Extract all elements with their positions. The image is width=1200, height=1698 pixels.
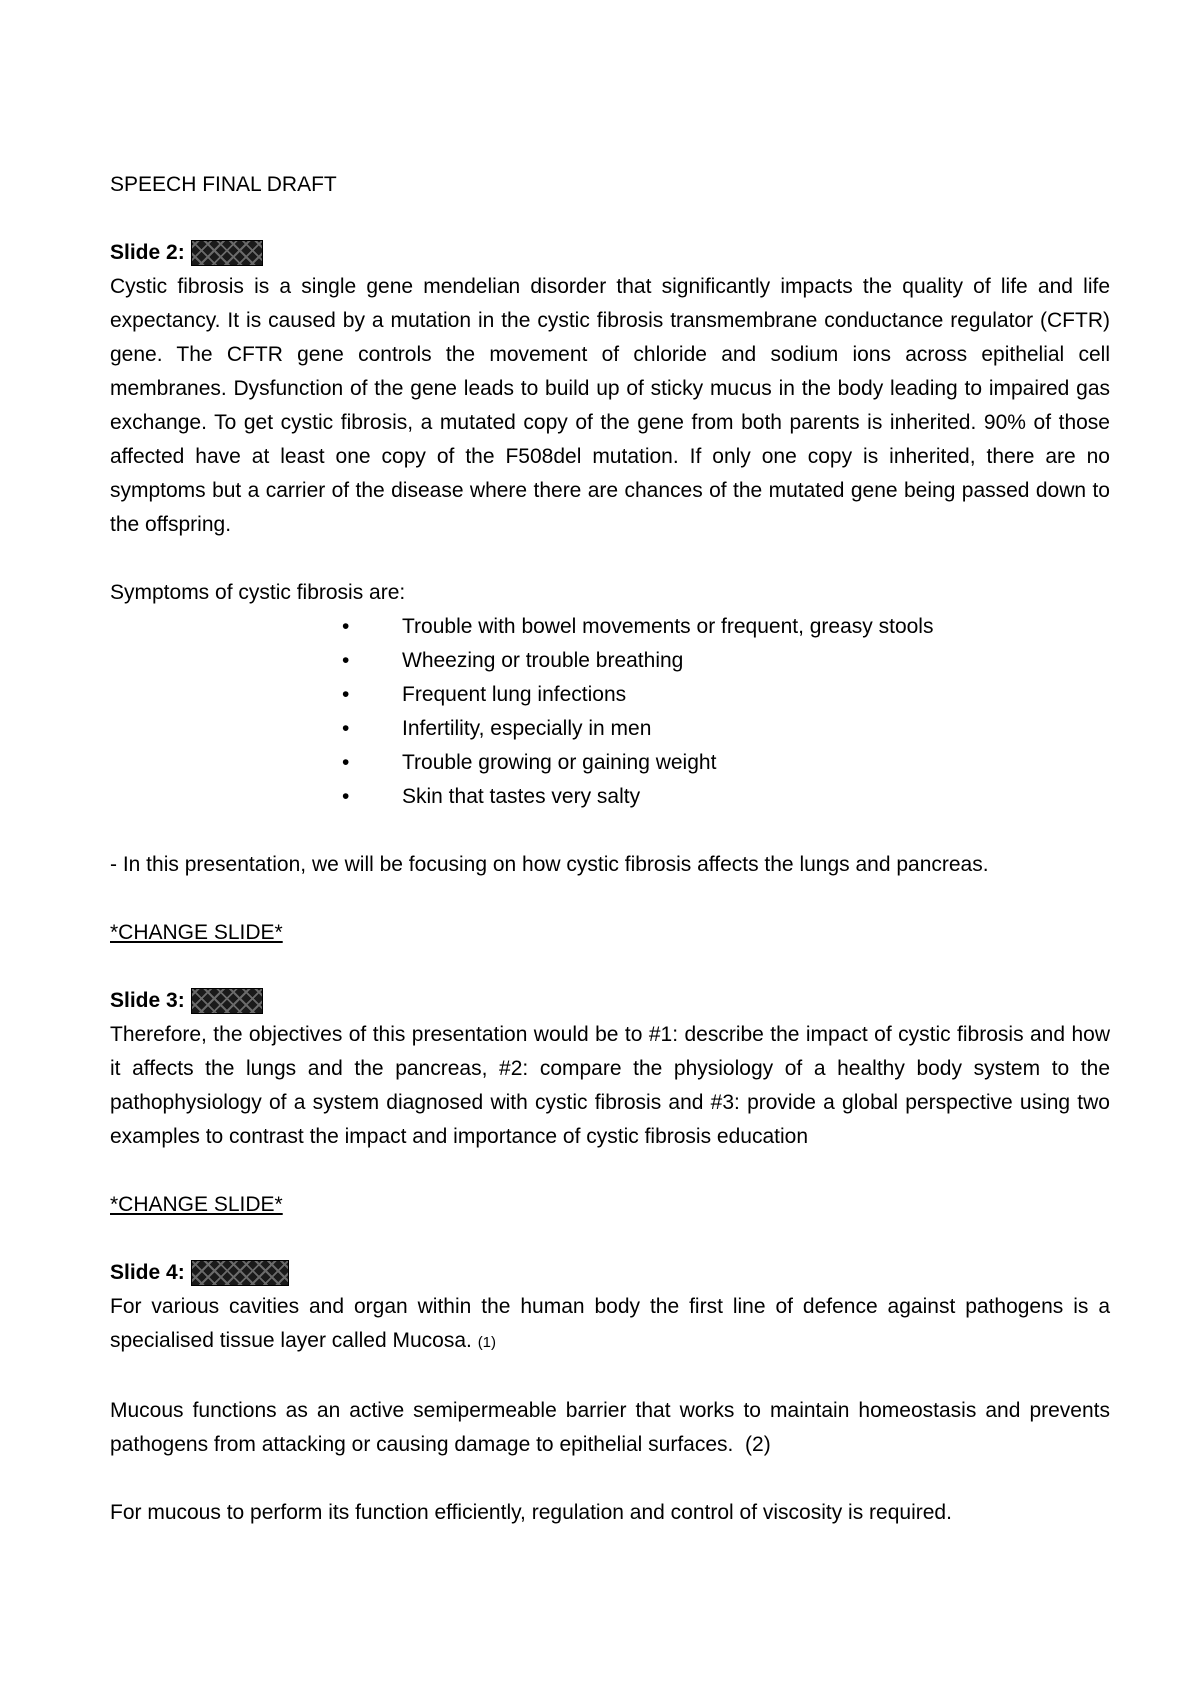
slide-2-heading <box>110 236 1110 270</box>
bullet-icon: • <box>342 717 350 740</box>
change-slide-marker: *CHANGE SLIDE* <box>110 921 283 944</box>
document-page <box>110 168 1110 1530</box>
slide-4-paragraph-1: For various cavities and organ within the human body the first line of defence against pathogens is a specialised tissue layer called Mucosa. (1) <box>110 1295 1110 1352</box>
citation-ref: (2) <box>745 1433 771 1456</box>
slide-4-heading <box>110 1256 1110 1290</box>
slide-3-heading <box>110 984 1110 1018</box>
slide-3-paragraph: Therefore, the objectives of this presentation would be to #1: describe the impact of cystic fibrosis and how it affects the lungs and the pancreas, #2: compare the physiology of a healthy body system to the pathophysiology of a system diagnosed with cystic fibrosis and #3: provide a global perspective using two examples to contrast the impact and importance of cystic fibrosis education <box>110 1023 1110 1148</box>
symptoms-list <box>110 610 1110 814</box>
slide-4-heading-text: Slide 4: <box>110 1261 185 1284</box>
redacted-name-block <box>191 240 263 266</box>
bullet-icon: • <box>342 785 350 808</box>
list-item: • Trouble growing or gaining weight <box>110 746 1110 780</box>
document-title: SPEECH FINAL DRAFT <box>110 173 337 196</box>
bullet-icon: • <box>342 751 350 774</box>
list-item: • Skin that tastes very salty <box>110 780 1110 814</box>
list-item: • Infertility, especially in men <box>110 712 1110 746</box>
list-item: • Frequent lung infections <box>110 678 1110 712</box>
bullet-icon: • <box>342 649 350 672</box>
focus-note: - In this presentation, we will be focusing on how cystic fibrosis affects the lungs and pancreas. <box>110 853 989 876</box>
slide-3-heading-text: Slide 3: <box>110 989 185 1012</box>
slide-4-paragraph-2: Mucous functions as an active semipermeable barrier that works to maintain homeostasis and prevents pathogens from attacking or causing damage to epithelial surfaces. (2) <box>110 1399 1110 1456</box>
redacted-name-block <box>191 1260 289 1286</box>
change-slide-marker: *CHANGE SLIDE* <box>110 1193 283 1216</box>
citation-ref: (1) <box>477 1334 497 1351</box>
slide-2-heading-text: Slide 2: <box>110 241 185 264</box>
slide-2-paragraph: Cystic fibrosis is a single gene mendelian disorder that significantly impacts the quality of life and life expectancy. It is caused by a mutation in the cystic fibrosis transmembrane conductance regulator (CFTR) gene. The CFTR gene controls the movement of chloride and sodium ions across epithelial cell membranes. Dysfunction of the gene leads to build up of sticky mucus in the body leading to impaired gas exchange. To get cystic fibrosis, a mutated copy of the gene from both parents is inherited. 90% of those affected have at least one copy of the F508del mutation. If only one copy is inherited, there are no symptoms but a carrier of the disease where there are chances of the mutated gene being passed down to the offspring. <box>110 275 1110 536</box>
slide-4-paragraph-3: For mucous to perform its function efficiently, regulation and control of viscosity is required. <box>110 1501 952 1524</box>
list-item: • Trouble with bowel movements or frequent, greasy stools <box>110 610 1110 644</box>
symptoms-intro: Symptoms of cystic fibrosis are: <box>110 581 406 604</box>
bullet-icon: • <box>342 615 350 638</box>
redacted-name-block <box>191 988 263 1014</box>
bullet-icon: • <box>342 683 350 706</box>
list-item: • Wheezing or trouble breathing <box>110 644 1110 678</box>
